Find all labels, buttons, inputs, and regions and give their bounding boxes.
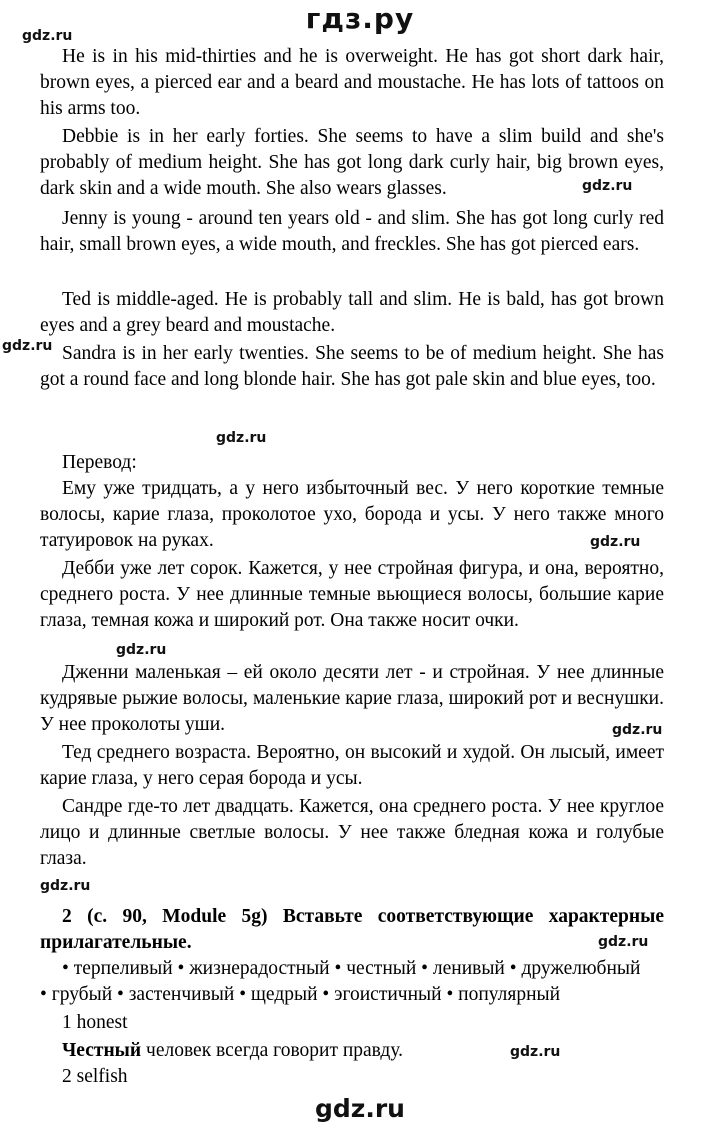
watermark: gdz.ru (40, 878, 91, 894)
english-paragraph: Sandra is in her early twenties. She seems to be of medium height. She has got a round face and long blonde hair. She has got pale skin and blue eyes, too. (40, 343, 664, 390)
english-paragraph: Jenny is young - around ten years old - and slim. She has got long curly red hair, small brown eyes, a wide mouth, and freckles. She has got pierced ears. (40, 208, 664, 255)
russian-paragraph: Дебби уже лет сорок. Кажется, у нее стройная фигура, и она, вероятно, среднего роста. У нее длинные темные вьющиеся волосы, большие карие глаза, темная кожа и широкий рот. Она также носит очки. (40, 558, 664, 631)
task-heading: 2 (с. 90, Module 5g) Вставьте соответствующие характерные прилагательные. (40, 906, 664, 953)
english-paragraph: He is in his mid-thirties and he is overweight. He has got short dark hair, brown eyes, a pierced ear and a beard and moustache. He has lots of tattoos on his arms too. (40, 46, 664, 119)
russian-paragraph: Дженни маленькая – ей около десяти лет - и стройная. У нее длинные кудрявые рыжие волосы, маленькие карие глаза, широкий рот и веснушки. У нее проколоты уши. (40, 662, 664, 735)
adjective-options: • грубый • застенчивый • щедрый • эгоистичный • популярный (40, 984, 561, 1005)
watermark: gdz.ru (582, 178, 633, 194)
watermark: gdz.ru (590, 534, 641, 550)
task-item-label: 2 selfish (62, 1066, 128, 1087)
russian-paragraph: Тед среднего возраста. Вероятно, он высокий и худой. Он лысый, имеет карие глаза, у него серая борода и усы. (40, 742, 664, 789)
watermark: gdz.ru (612, 722, 663, 738)
translation-label: Перевод: (62, 452, 137, 473)
watermark: gdz.ru (510, 1044, 561, 1060)
adjective-options: • терпеливый • жизнерадостный • честный • ленивый • дружелюбный (62, 958, 641, 979)
watermark: gdz.ru (116, 642, 167, 658)
english-paragraph: Debbie is in her early forties. She seems to have a slim build and she's probably of medium height. She has got long dark curly hair, big brown eyes, dark skin and a wide mouth. She also wears glasses. (40, 126, 664, 199)
russian-paragraph: Ему уже тридцать, а у него избыточный вес. У него короткие темные волосы, карие глаза, проколотое ухо, борода и усы. У него также много татуировок на руках. (40, 478, 664, 551)
russian-paragraph: Сандре где-то лет двадцать. Кажется, она среднего роста. У нее круглое лицо и длинные светлые волосы. У нее также бледная кожа и голубые глаза. (40, 796, 664, 869)
answer-bold-word: Честный (62, 1040, 142, 1061)
watermark: gdz.ru (2, 338, 53, 354)
task-item-answer (62, 1038, 403, 1064)
site-title: гдз.ру (305, 2, 415, 35)
site-footer: gdz.ru (315, 1094, 405, 1123)
task-item-label: 1 honest (62, 1012, 128, 1033)
answer-rest: человек всегда говорит правду. (141, 1040, 404, 1061)
watermark: gdz.ru (598, 934, 649, 950)
watermark: gdz.ru (22, 28, 73, 44)
watermark: gdz.ru (216, 430, 267, 446)
english-paragraph: Ted is middle-aged. He is probably tall and slim. He is bald, has got brown eyes and a grey beard and moustache. (40, 289, 664, 336)
